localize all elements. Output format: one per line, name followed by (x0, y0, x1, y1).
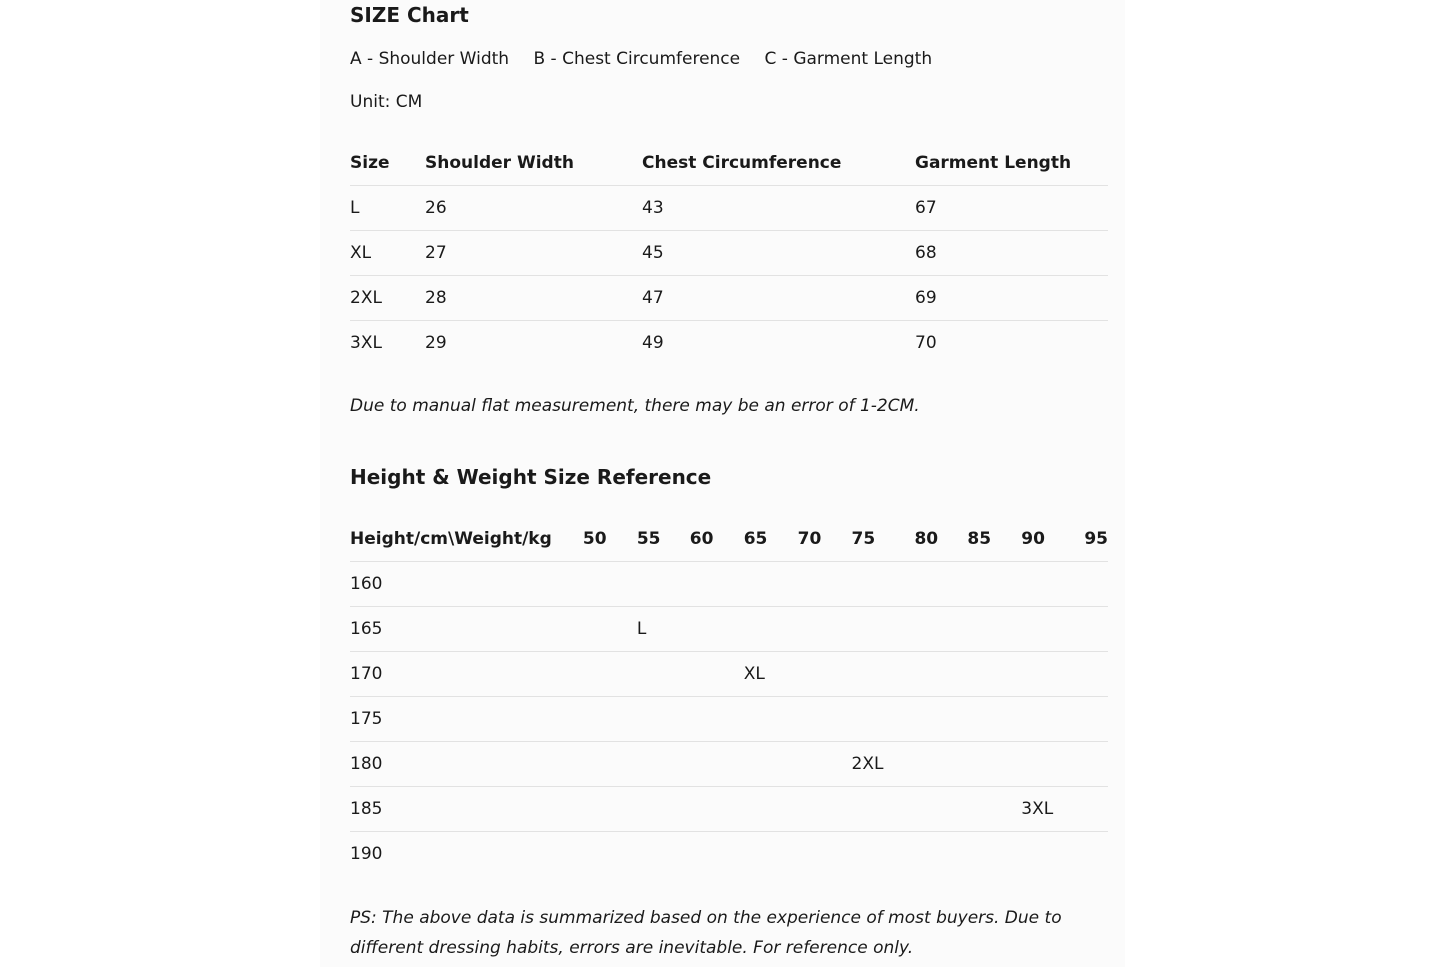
reference-table-cell (967, 787, 1021, 832)
size-table-cell: 43 (642, 186, 915, 231)
reference-table-header-cell: 70 (798, 517, 852, 562)
height-weight-table (350, 517, 1108, 876)
reference-table-cell (798, 607, 852, 652)
reference-table-cell (744, 742, 798, 787)
size-table-header-cell: Shoulder Width (425, 141, 642, 186)
reference-table-cell: 165 (350, 607, 583, 652)
size-chart-title: SIZE Chart (350, 3, 469, 27)
reference-table-cell (744, 832, 798, 877)
reference-table-cell (1084, 607, 1108, 652)
reference-table-cell: 170 (350, 652, 583, 697)
reference-table-cell (637, 697, 690, 742)
size-table-cell: 45 (642, 231, 915, 276)
reference-table-cell (798, 787, 852, 832)
size-table-cell: 68 (915, 231, 1108, 276)
reference-table-cell (914, 697, 967, 742)
reference-table-cell (744, 562, 798, 607)
measurement-note: Due to manual flat measurement, there may be an error of 1-2CM. (350, 396, 920, 416)
reference-note: PS: The above data is summarized based on the experience of most buyers. Due to different dressing habits, errors are inevitable. For reference only. (350, 908, 1062, 958)
reference-table-header-cell: 85 (967, 517, 1021, 562)
table-row (350, 697, 1108, 742)
table-row (350, 652, 1108, 697)
legend-item-a: A - Shoulder Width (350, 49, 510, 69)
reference-table-cell: XL (744, 652, 798, 697)
reference-table-cell (1021, 607, 1084, 652)
reference-table-cell (852, 832, 915, 877)
reference-table-cell (583, 607, 637, 652)
reference-title: Height & Weight Size Reference (350, 465, 712, 489)
table-row (350, 607, 1108, 652)
reference-table-cell (690, 562, 744, 607)
size-table-header-cell: Chest Circumference (642, 141, 915, 186)
reference-table-cell (914, 832, 967, 877)
reference-table-cell (1084, 652, 1108, 697)
reference-table-cell (744, 787, 798, 832)
table-row (350, 231, 1108, 276)
reference-table-cell (967, 562, 1021, 607)
reference-table-cell (1084, 697, 1108, 742)
reference-table-cell (914, 607, 967, 652)
reference-table-cell (914, 652, 967, 697)
size-table-cell: 29 (425, 333, 447, 353)
reference-table-cell (1021, 562, 1084, 607)
reference-table-cell (967, 832, 1021, 877)
table-row (350, 787, 1108, 832)
reference-table-cell (1021, 742, 1084, 787)
reference-table-cell (1084, 787, 1108, 832)
size-table-cell: L (350, 186, 425, 231)
size-table-header-row (350, 141, 1108, 186)
table-row (350, 186, 1108, 231)
reference-table-cell (637, 742, 690, 787)
size-table-cell: 69 (915, 276, 1108, 321)
reference-table-header-cell: 65 (744, 517, 798, 562)
reference-table-cell (1021, 697, 1084, 742)
legend-item-b: B - Chest Circumference (533, 49, 741, 69)
size-table-cell: 49 (642, 333, 664, 353)
table-row (350, 276, 1108, 321)
reference-table-cell (583, 652, 637, 697)
size-table-header-cell: Size (350, 141, 425, 186)
reference-table-cell (744, 607, 798, 652)
size-table-cell: 67 (915, 186, 1108, 231)
reference-table-cell (967, 607, 1021, 652)
reference-table-cell (637, 787, 690, 832)
reference-table-cell: 3XL (1021, 787, 1084, 832)
reference-table-cell (967, 742, 1021, 787)
reference-table-cell (1084, 832, 1108, 877)
reference-table-header-cell: 80 (914, 517, 967, 562)
reference-table-cell: 190 (350, 844, 383, 864)
reference-table-header-cell: Height/cm\Weight/kg (350, 517, 583, 562)
reference-table-cell: 160 (350, 562, 583, 607)
reference-table-cell (690, 832, 744, 877)
table-row (350, 562, 1108, 607)
reference-table-header-cell: 60 (690, 517, 744, 562)
size-table (350, 141, 1108, 365)
reference-table-header-cell: 90 (1021, 517, 1084, 562)
reference-table-cell (1021, 832, 1084, 877)
size-table-cell: 26 (425, 186, 642, 231)
size-table-cell: 27 (425, 231, 642, 276)
size-table-cell: 28 (425, 276, 642, 321)
reference-table-cell (914, 562, 967, 607)
reference-table-cell (798, 697, 852, 742)
reference-table-cell (583, 787, 637, 832)
reference-table-cell (690, 697, 744, 742)
reference-table-cell (583, 697, 637, 742)
reference-table-header-row (350, 517, 1108, 562)
reference-table-cell (798, 652, 852, 697)
reference-table-cell: 175 (350, 697, 583, 742)
reference-table-cell (583, 832, 637, 877)
reference-table-header-cell: 50 (583, 517, 637, 562)
table-row (350, 321, 1108, 366)
size-table-cell: 3XL (350, 333, 382, 353)
size-table-cell: XL (350, 231, 425, 276)
reference-table-cell: 2XL (852, 742, 915, 787)
reference-table-cell: L (637, 607, 690, 652)
reference-table-cell: 185 (350, 787, 583, 832)
legend-item-c: C - Garment Length (764, 49, 933, 69)
reference-table-cell (690, 652, 744, 697)
reference-table-cell (690, 742, 744, 787)
reference-table-cell (1084, 562, 1108, 607)
reference-table-header-cell: 95 (1084, 517, 1108, 562)
reference-table-cell (967, 697, 1021, 742)
reference-table-cell (852, 652, 915, 697)
reference-table-cell (967, 652, 1021, 697)
reference-table-cell (798, 562, 852, 607)
table-row (350, 832, 1108, 877)
reference-table-cell: 180 (350, 742, 583, 787)
reference-table-cell (852, 697, 915, 742)
reference-table-header-cell: 75 (852, 517, 915, 562)
size-table-cell: 2XL (350, 276, 425, 321)
size-table-header-cell: Garment Length (915, 141, 1108, 186)
table-row (350, 742, 1108, 787)
reference-table-cell (914, 787, 967, 832)
reference-table-cell (583, 742, 637, 787)
reference-table-cell (852, 607, 915, 652)
unit-label: Unit: CM (350, 92, 423, 112)
reference-table-cell (798, 742, 852, 787)
size-table-cell: 70 (915, 333, 937, 353)
reference-table-cell (1021, 652, 1084, 697)
reference-table-cell (798, 832, 852, 877)
reference-table-cell (690, 787, 744, 832)
reference-table-cell (1084, 742, 1108, 787)
reference-table-cell (852, 787, 915, 832)
reference-table-cell (637, 562, 690, 607)
reference-table-cell (744, 697, 798, 742)
size-table-cell: 47 (642, 276, 915, 321)
reference-table-cell (583, 562, 637, 607)
reference-table-cell (690, 607, 744, 652)
reference-table-cell (637, 832, 690, 877)
reference-table-cell (637, 652, 690, 697)
reference-table-cell (852, 562, 915, 607)
measurement-legend (350, 49, 951, 69)
reference-table-cell (914, 742, 967, 787)
reference-table-header-cell: 55 (637, 517, 690, 562)
